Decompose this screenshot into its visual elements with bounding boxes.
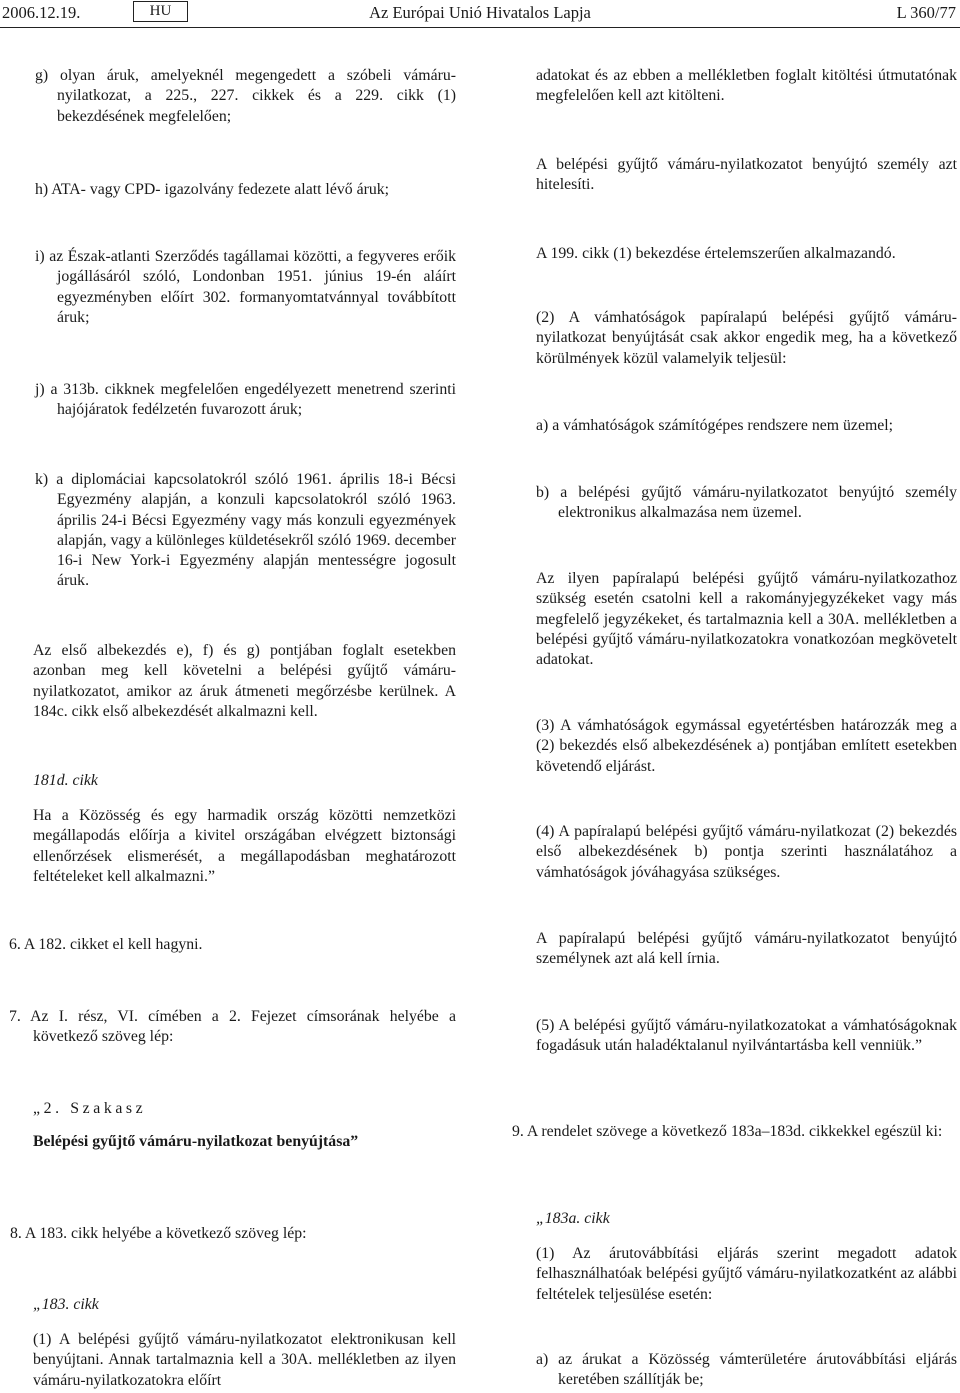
- right-paragraph-article-199: A 199. cikk (1) bekezdése értelemszerűen alkalmazandó.: [536, 245, 896, 262]
- right-paragraph-4: (4) A papíralapú belépési gyűjtő vámáru-nyilatkozat (2) bekezdés első albekezdésének b) pontja szerinti használatához a vámhatóságok jóváhagyása szükséges.: [536, 823, 957, 881]
- article-183a-paragraph-1: (1) Az árutovábbítási eljárás szerint megadott adatok felhasználhatóak belépési gyűjtő vámáru-nyilatkozatként az alábbi feltételek teljesülése esetén:: [536, 1245, 957, 1303]
- item-g: g) olyan áruk, amelyeknél megengedett a szóbeli vámáru-nyilatkozat, a 225., 227. cikkek és a 229. cikk (1) bekezdésének megfelelően;: [35, 67, 456, 125]
- item-h: h) ATA- vagy CPD- igazolvány fedezete alatt lévő áruk;: [35, 181, 390, 198]
- right-paragraph-data: adatokat és az ebben a mellékletben foglalt kitöltési útmutatónak megfelelően kell azt kitölteni.: [536, 67, 957, 105]
- header-date: 2006.12.19.: [2, 3, 81, 22]
- article-183-heading: „183. cikk: [33, 1296, 99, 1313]
- item-7: 7. Az I. rész, VI. címében a 2. Fejezet címsorának helyébe a következő szöveg lép:: [9, 1008, 456, 1046]
- article-183-paragraph-1: (1) A belépési gyűjtő vámáru-nyilatkozatot elektronikusan kell benyújtani. Annak tartalmaznia kell a 30A. mellékletben az ilyen vámáru-nyilatkozatokra előírt: [33, 1331, 456, 1389]
- item-i: i) az Észak-atlanti Szerződés tagállamai közötti, a fegyveres erőik jogállásáról szóló, Londonban 1951. június 19-én aláírt egyezményben előírt 302. formanyomtatvánnyal továbbított áruk;: [35, 248, 456, 326]
- right-paragraph-authentication: A belépési gyűjtő vámáru-nyilatkozatot benyújtó személy azt hitelesíti.: [536, 156, 957, 194]
- section-number: „2. Szakasz: [33, 1100, 147, 1117]
- section-title: Belépési gyűjtő vámáru-nyilatkozat benyújtása”: [33, 1133, 359, 1150]
- article-181d-heading: 181d. cikk: [33, 772, 98, 789]
- item-8: 8. A 183. cikk helyébe a következő szöveg lép:: [10, 1225, 307, 1242]
- right-paragraph-signature: A papíralapú belépési gyűjtő vámáru-nyilatkozatot benyújtó személynek azt alá kell írnia.: [536, 930, 957, 968]
- item-9: 9. A rendelet szövege a következő 183a–183d. cikkekkel egészül ki:: [512, 1123, 943, 1140]
- article-183a-item-a: a) az árukat a Közösség vámterületére árutovábbítási eljárás keretében szállítják be;: [536, 1351, 957, 1389]
- item-6: 6. A 182. cikket el kell hagyni.: [9, 936, 203, 953]
- item-j: j) a 313b. cikknek megfelelően engedélyezett menetrend szerinti hajójáratok fedélzetén fuvarozott áruk;: [35, 381, 456, 419]
- header-language-box: HU: [133, 1, 188, 22]
- header-rule: [0, 27, 960, 28]
- right-item-b: b) a belépési gyűjtő vámáru-nyilatkozatot benyújtó személy elektronikus alkalmazása nem üzemel.: [536, 484, 957, 522]
- page-header: [0, 0, 960, 28]
- right-paragraph-3: (3) A vámhatóságok egymással egyetértésben határozzák meg a (2) bekezdés első albekezdésének a) pontjában említett esetekben követendő eljárást.: [536, 717, 957, 775]
- paragraph-international-agreement: Ha a Közösség és egy harmadik ország közötti nemzetközi megállapodás előírja a kivitel országában elvégzett biztonsági ellenőrzések elismerését, a megállapodásban meghatározott feltételeket kell alkalmazni.”: [33, 807, 456, 885]
- right-item-a: a) a vámhatóságok számítógépes rendszere nem üzemel;: [536, 417, 894, 434]
- right-paragraph-paper-declaration: Az ilyen papíralapú belépési gyűjtő vámáru-nyilatkozathoz szükség esetén csatolni kell a rakományjegyzékeket vagy más megfelelő jegyzékeket, és tartalmaznia kell a 30A. mellékletben a belépési gyűjtő vámáru-nyilatkozatokra vonatkozóan megkövetelt adatokat.: [536, 570, 957, 669]
- right-paragraph-2: (2) A vámhatóságok papíralapú belépési gyűjtő vámáru-nyilatkozat benyújtását csak akkor engedik meg, ha a következő körülmények közül valamelyik teljesül:: [536, 309, 957, 367]
- paragraph-first-subparagraph: Az első albekezdés e), f) és g) pontjában foglalt esetekben azonban meg kell követelni a belépési gyűjtő vámáru-nyilatkozatot, amikor az áruk átmeneti megőrzésbe kerülnek. A 184c. cikk első albekezdését alkalmazni kell.: [33, 642, 456, 720]
- right-paragraph-5: (5) A belépési gyűjtő vámáru-nyilatkozatokat a vámhatóságoknak fogadásuk után haladéktalanul nyilvántartásba kell venniük.”: [536, 1017, 957, 1055]
- item-k: k) a diplomáciai kapcsolatokról szóló 1961. április 18-i Bécsi Egyezmény alapján, a konzuli kapcsolatokról szóló 1963. április 24-i Bécsi Egyezmény vagy más konzuli egyezmények alapján, vagy a különleges küldetésekről szóló 1969. december 16-i New York-i Egyezmény alapján mentességre jogosult áruk.: [35, 471, 456, 590]
- article-183a-heading: „183a. cikk: [536, 1210, 610, 1227]
- header-journal-title: Az Európai Unió Hivatalos Lapja: [369, 3, 591, 22]
- header-page-number: L 360/77: [896, 3, 956, 22]
